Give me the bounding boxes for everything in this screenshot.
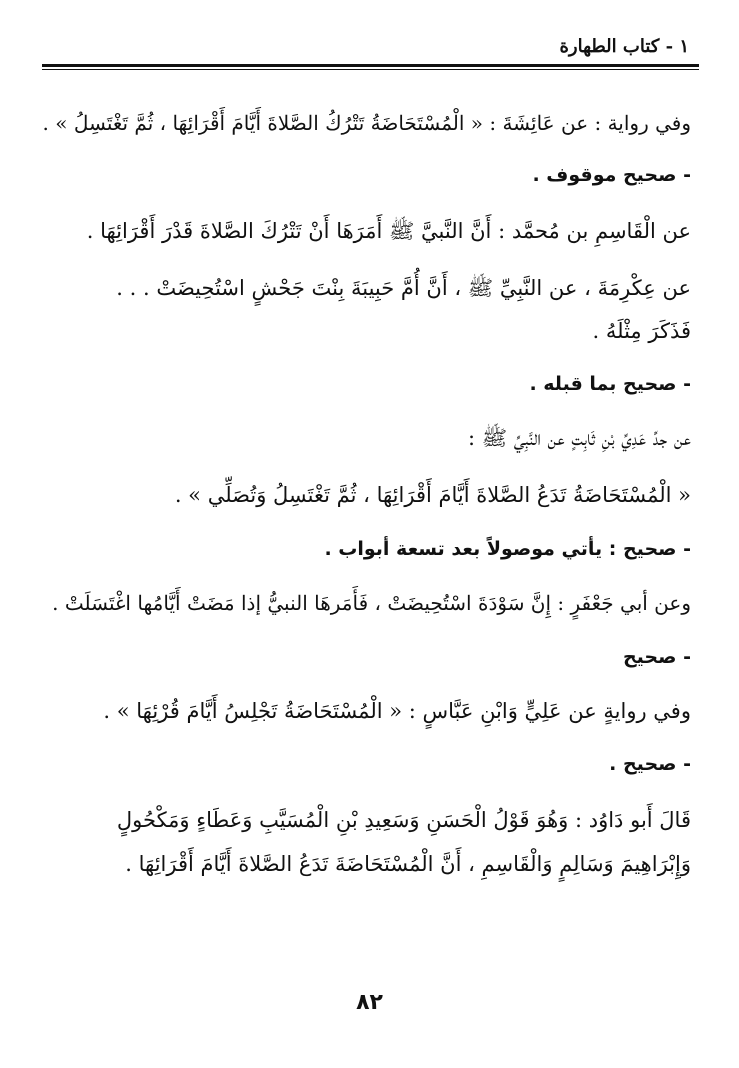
grade-line-5: - صحيح .	[609, 753, 691, 775]
text-line-5: عن جدِّ عَدِيِّ بْنِ ثَابِتٍ عن النَّبِيِّ ﷺ :	[468, 426, 691, 450]
text-line-4: فَذَكَرَ مِثْلَهُ .	[592, 319, 691, 343]
text-line-9: وَإِبْرَاهِيمَ وَسَالِمٍ وَالْقَاسِمِ ، أَنَّ الْمُسْتَحَاضَةَ تَدَعُ الصَّلاةَ أَيَّامَ أَقْرَائِهَا .	[125, 852, 691, 876]
text-line-2: عن الْقَاسِمِ بن مُحمَّد : أَنَّ النَّبيَّ ﷺ أَمَرَهَا أَنْ تَتْرُكَ الصَّلاةَ قَدْرَ أَقْرَائِهَا .	[86, 219, 691, 243]
grade-line-2: - صحيح بما قبله .	[529, 373, 691, 395]
quote-line-1: « الْمُسْتَحَاضَةُ تَدَعُ الصَّلاةَ أَيَّامَ أَقْرَائِهَا ، ثُمَّ تَغْتَسِلُ وَتُصَلِّي » .	[174, 483, 691, 507]
grade-line-4: - صحيح	[622, 646, 691, 668]
text-line-7: وفي روايةٍ عن عَلِيٍّ وَابْنِ عَبَّاسٍ : « الْمُسْتَحَاضَةُ تَجْلِسُ أَيَّامَ قُرْئِهَا » .	[103, 699, 691, 723]
text-line-8: قَالَ أَبو دَاوُد : وَهُوَ قَوْلُ الْحَسَنِ وَسَعِيدِ بْنِ الْمُسَيَّبِ وَعَطَاءٍ وَمَكْحُولٍ	[116, 808, 691, 832]
text-line-3: عن عِكْرِمَةَ ، عن النَّبِيِّ ﷺ ، أَنَّ أُمَّ حَبِيبَةَ بِنْتَ جَحْشٍ اسْتُحِيضَتْ . . .	[116, 276, 691, 300]
grade-line-3: - صحيح : يأتي موصولاً بعد تسعة أبواب .	[324, 538, 691, 560]
header-rule-thick	[42, 64, 699, 67]
text-line-6: وعن أبي جَعْفَرٍ : إِنَّ سَوْدَةَ اسْتُحِيضَتْ ، فَأَمَرهَا النبيُّ إذا مَضَتْ أَيَّامُها اغْتَسَلَتْ .	[52, 591, 691, 615]
running-head-title: ١ - كتاب الطهارة	[559, 36, 689, 57]
text-line-1: وفي رواية : عن عَائِشَةَ : « الْمُسْتَحَاضَةُ تَتْرُكُ الصَّلاةَ أَيَّامَ أَقْرَائِهَا ، ثُمَّ تَغْتَسِلُ » .	[42, 111, 691, 135]
grade-line-1: - صحيح موقوف .	[532, 164, 691, 186]
header-rule-thin	[42, 69, 699, 70]
page-number: ٨٢	[356, 990, 383, 1015]
